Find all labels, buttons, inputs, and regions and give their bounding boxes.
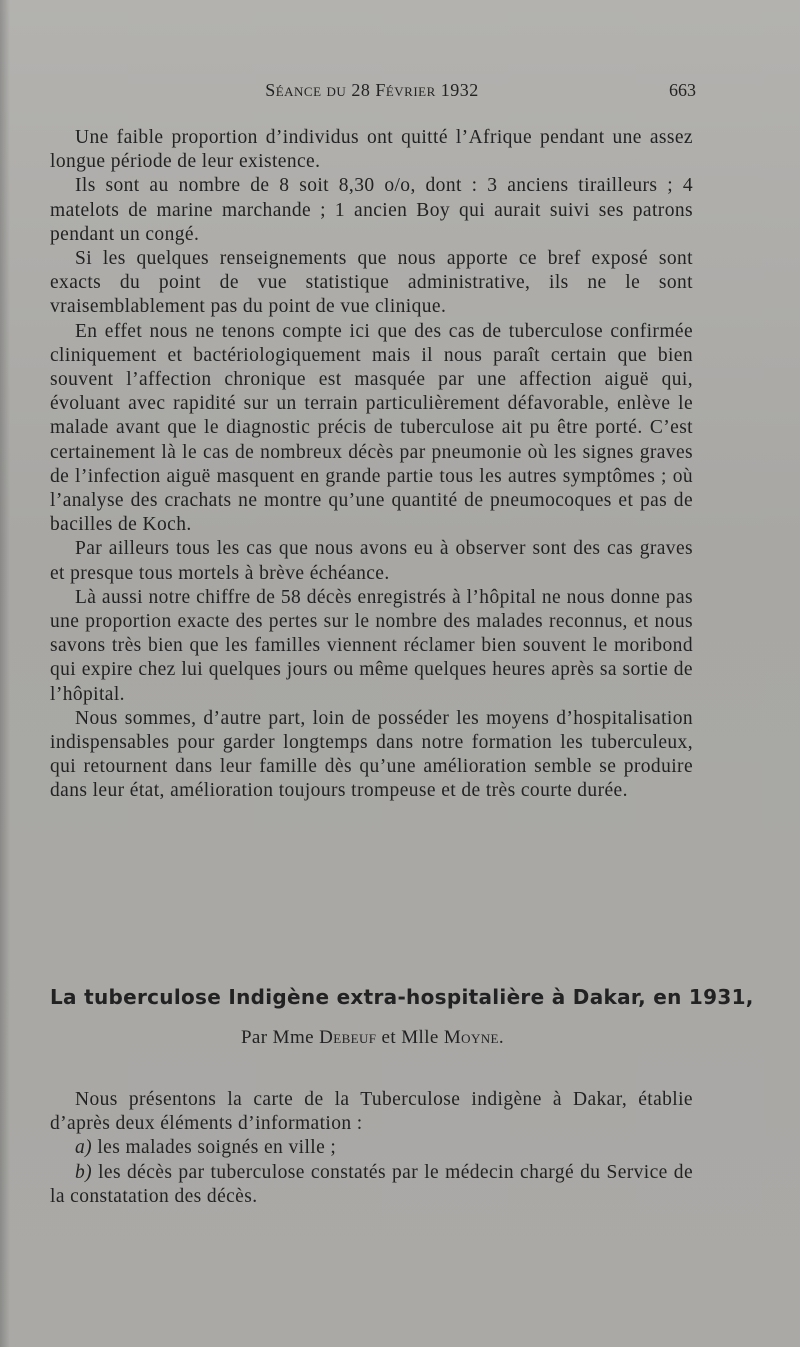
running-head: Séance du 28 Février 1932	[265, 80, 479, 100]
paragraph: Si les quelques renseignements que nous apporte ce bref exposé sont exacts du point de vue statistique administrative, ils ne le sont vraisemblablement pas du point de vue clinique.	[50, 248, 693, 318]
body-text	[50, 126, 693, 804]
article-title: La tuberculose Indigène extra-hospitalière à Dakar, en 1931,	[50, 985, 754, 1009]
list-item-letter: b)	[75, 1161, 93, 1183]
page-header	[48, 80, 696, 108]
article-intro: Nous présentons la carte de la Tuberculose indigène à Dakar, établie d’après deux éléments d’information :	[50, 1089, 693, 1135]
list-item	[50, 1136, 693, 1160]
byline-suffix: .	[498, 1027, 505, 1048]
byline-middle: et Mlle	[376, 1027, 444, 1048]
paragraph: Là aussi notre chiffre de 58 décès enregistrés à l’hôpital ne nous donne pas une proportion exacte des pertes sur le nombre des malades reconnus, et nous savons très bien que les familles viennent réclamer bien souvent le moribond qui expire chez lui quelques jours ou même quelques heures après sa sortie de l’hôpital.	[50, 586, 693, 705]
list-item-letter: a)	[75, 1137, 93, 1159]
article-body	[50, 1088, 693, 1209]
paragraph: Par ailleurs tous les cas que nous avons eu à observer sont des cas graves et presque tous mortels à brève échéance.	[50, 538, 693, 584]
byline-prefix: Par Mme	[240, 1027, 320, 1048]
page-number: 663	[669, 80, 696, 100]
list-item	[50, 1161, 693, 1209]
paragraph: Une faible proportion d’individus ont quitté l’Afrique pendant une assez longue période de leur existence.	[50, 127, 693, 173]
paragraph: En effet nous ne tenons compte ici que des cas de tuberculose confirmée cliniquement et bactériologiquement mais il nous paraît certain que bien souvent l’affection chronique est masquée par une affection aiguë qui, évoluant avec rapidité sur un terrain particulièrement défavorable, enlève le malade avant que le diagnostic précis de tuberculose ait pu être porté. C’est certainement là le cas de nombreux décès par pneumonie où les signes graves de l’infection aiguë masquent en grande partie tous les autres symptômes ; où l’analyse des crachats ne montre qu’une quantité de pneumocoques et pas de bacilles de Koch.	[50, 320, 693, 536]
author-name: Debeuf	[319, 1027, 377, 1048]
paragraph: Nous sommes, d’autre part, loin de posséder les moyens d’hospitalisation indispensables pour garder longtemps dans notre formation les tuberculeux, qui retournent dans leur famille dès qu’une amélioration semble se produire dans leur état, amélioration toujours trompeuse et de très courte durée.	[50, 707, 693, 802]
list-item-text: les décès par tuberculose constatés par le médecin chargé du Service de la constatation des décès.	[50, 1161, 693, 1207]
paragraph: Ils sont au nombre de 8 soit 8,30 o/o, dont : 3 anciens tirailleurs ; 4 matelots de marine marchande ; 1 ancien Boy qui aurait suivi ses patrons pendant un congé.	[50, 175, 693, 245]
page-edge-shadow	[0, 0, 10, 1347]
article-byline	[50, 1027, 695, 1049]
author-name: Moyne	[443, 1027, 499, 1048]
list-item-text: les malades soignés en ville ;	[92, 1137, 337, 1159]
